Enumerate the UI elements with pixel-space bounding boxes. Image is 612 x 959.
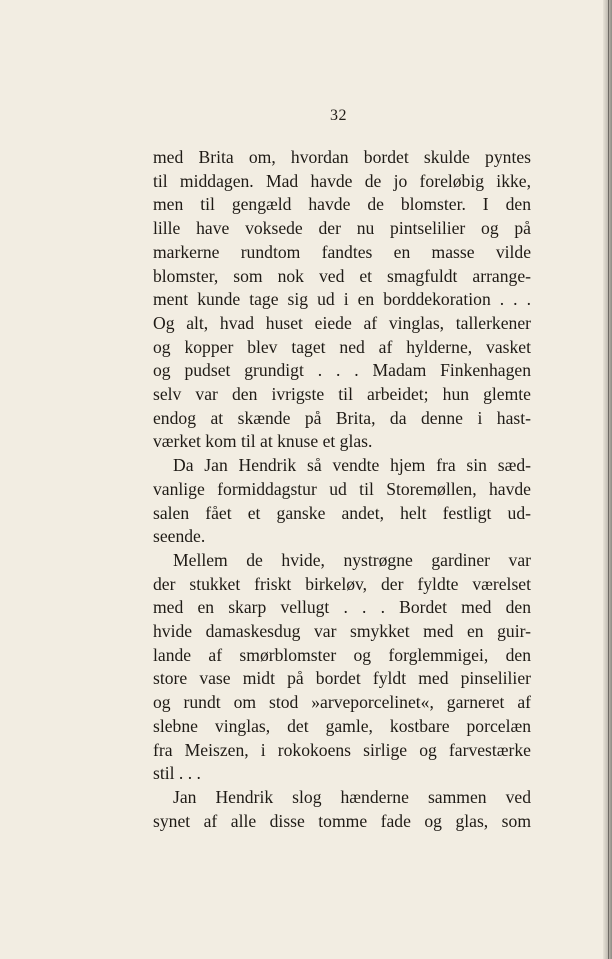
page-number: 32 — [330, 107, 347, 124]
text-line: slebne vinglas, det gamle, kostbare porcelæn — [153, 715, 531, 736]
text-line: markerne rundtom fandtes en masse vilde — [153, 241, 531, 262]
text-line: og pudset grundigt . . . Madam Finkenhagen — [153, 360, 531, 381]
text-line: lille have voksede der nu pintselilier og på — [153, 218, 531, 239]
text-line: Da Jan Hendrik så vendte hjem fra sin sæd- — [173, 455, 531, 476]
text-line: selv var den ivrigste til arbeidet; hun glemte — [153, 384, 531, 404]
text-line: til middagen. Mad havde de jo foreløbig ikke, — [153, 170, 531, 191]
text-line: seende. — [153, 526, 206, 547]
text-line: hvide damaskesdug var smykket med en guir- — [153, 621, 531, 641]
text-line: Og alt, hvad huset eiede af vinglas, tallerkener — [153, 312, 531, 333]
text-line: værket kom til at knuse et glas. — [153, 431, 373, 452]
page-edge-line — [608, 0, 609, 959]
text-line: vanlige formiddagstur ud til Storemøllen, havde — [153, 478, 531, 499]
text-line: store vase midt på bordet fyldt med pinselilier — [153, 668, 531, 689]
text-line: stil . . . — [153, 763, 201, 784]
text-line: Jan Hendrik slog hænderne sammen ved — [173, 786, 531, 807]
text-line: der stukket friskt birkeløv, der fyldte værelset — [153, 573, 531, 594]
text-line: ment kunde tage sig ud i en borddekoration . . . — [153, 289, 531, 310]
text-line: endog at skænde på Brita, da denne i hast- — [153, 407, 531, 428]
text-line: salen fået et ganske andet, helt festligt ud- — [153, 502, 531, 523]
text-line: med Brita om, hvordan bordet skulde pyntes — [153, 147, 531, 167]
text-line: lande af smørblomster og forglemmigei, den — [153, 644, 531, 665]
text-line: med en skarp vellugt . . . Bordet med den — [153, 597, 531, 618]
text-line: og rundt om stod »arveporcelinet«, garneret af — [153, 692, 531, 713]
text-line: synet af alle disse tomme fade og glas, som — [153, 810, 531, 831]
text-line: blomster, som nok ved et smagfuldt arrange- — [153, 265, 531, 286]
text-line: fra Meiszen, i rokokoens sirlige og farvestærke — [153, 739, 531, 760]
text-line: Mellem de hvide, nystrøgne gardiner var — [173, 549, 531, 570]
text-line: men til gengæld havde de blomster. I den — [153, 194, 531, 215]
text-line: og kopper blev taget ned af hylderne, vasket — [153, 336, 531, 357]
